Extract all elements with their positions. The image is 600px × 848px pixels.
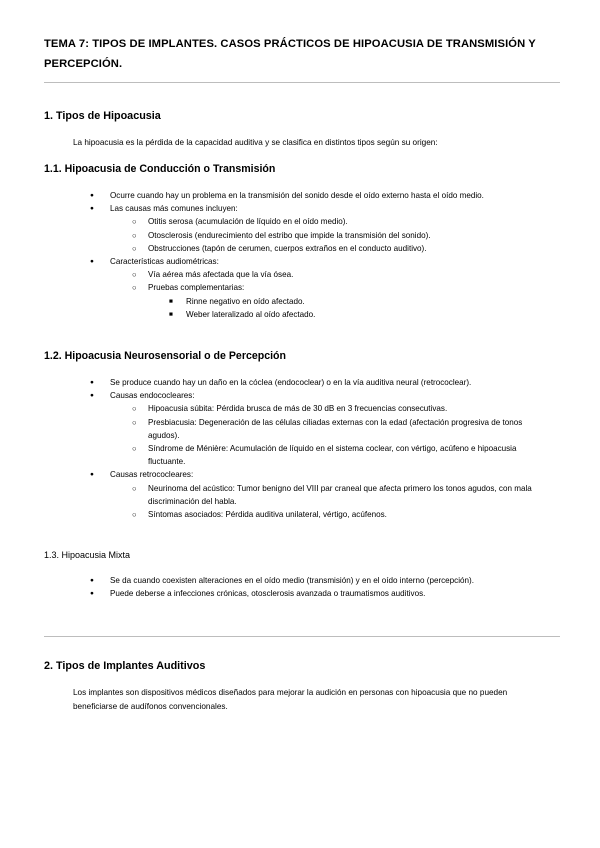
list-item-label: Características audiométricas: <box>110 257 219 267</box>
list-item <box>90 202 550 255</box>
divider <box>44 82 560 83</box>
list-item: ○ Síndrome de Ménière: Acumulación de líquido en el sistema coclear, con vértigo, acúfeno e hipoacusia fluctuante. <box>132 442 550 468</box>
list-item <box>90 255 550 321</box>
list-item <box>132 281 550 321</box>
list-item-label: Las causas más comunes incluyen: <box>110 204 238 214</box>
list-item: ● Ocurre cuando hay un problema en la transmisión del sonido desde el oído externo hasta el oído medio. <box>90 189 550 202</box>
section-intro: La hipoacusia es la pérdida de la capacidad auditiva y se clasifica en distintos tipos según su origen: <box>73 138 438 147</box>
list-item: ○ Obstrucciones (tapón de cerumen, cuerpos extraños en el conducto auditivo). <box>132 242 550 255</box>
list-item-label: Causas endococleares: <box>110 391 195 401</box>
list-item: ○ Neurinoma del acústico: Tumor benigno del VIII par craneal que afecta primero los tonos agudos, con mala discriminación del habla. <box>132 482 550 508</box>
list-item: ● Se da cuando coexisten alteraciones en el oído medio (transmisión) y en el oído interno (percepción). <box>90 574 550 587</box>
section-heading-implantes: 2. Tipos de Implantes Auditivos <box>44 660 206 672</box>
list-item: ○ Otosclerosis (endurecimiento del estribo que impide la transmisión del sonido). <box>132 229 550 242</box>
list-item-label: Causas retrococleares: <box>110 470 194 480</box>
list-item-label: Pruebas complementarias: <box>148 283 245 293</box>
list-item: ● Puede deberse a infecciones crónicas, otosclerosis avanzada o traumatismos auditivos. <box>90 587 550 600</box>
list-item: ● Se produce cuando hay un daño en la cóclea (endococlear) o en la vía auditiva neural (retrococlear). <box>90 376 550 389</box>
section-heading-tipos-hipoacusia: 1. Tipos de Hipoacusia <box>44 110 161 122</box>
list-item: ○ Hipoacusia súbita: Pérdida brusca de más de 30 dB en 3 frecuencias consecutivas. <box>132 402 550 415</box>
subsection-heading-neurosensorial: 1.2. Hipoacusia Neurosensorial o de Percepción <box>44 350 286 362</box>
list-item: ○ Síntomas asociados: Pérdida auditiva unilateral, vértigo, acúfenos. <box>132 508 550 521</box>
subsection-heading-conduccion: 1.1. Hipoacusia de Conducción o Transmisión <box>44 163 276 175</box>
list-conduccion <box>90 189 550 321</box>
document-title: TEMA 7: TIPOS DE IMPLANTES. CASOS PRÁCTICOS DE HIPOACUSIA DE TRANSMISIÓN Y PERCEPCIÓN. <box>44 38 536 70</box>
list-item: ■ Rinne negativo en oído afectado. <box>169 295 550 308</box>
list-item: ○ Vía aérea más afectada que la vía ósea. <box>132 268 550 281</box>
section-intro: Los implantes son dispositivos médicos diseñados para mejorar la audición en personas con hipoacusia que no pueden beneficiarse de audífonos convencionales. <box>73 688 508 711</box>
list-item: ■ Weber lateralizado al oído afectado. <box>169 308 550 321</box>
list-item <box>90 389 550 468</box>
divider <box>44 636 560 637</box>
list-mixta <box>90 574 550 600</box>
list-item <box>90 468 550 521</box>
list-item: ○ Presbiacusia: Degeneración de las células ciliadas externas con la edad (afectación progresiva de tonos agudos). <box>132 416 550 442</box>
list-item: ○ Otitis serosa (acumulación de líquido en el oído medio). <box>132 215 550 228</box>
subsection-heading-mixta: 1.3. Hipoacusia Mixta <box>44 550 131 560</box>
list-neurosensorial <box>90 376 550 521</box>
